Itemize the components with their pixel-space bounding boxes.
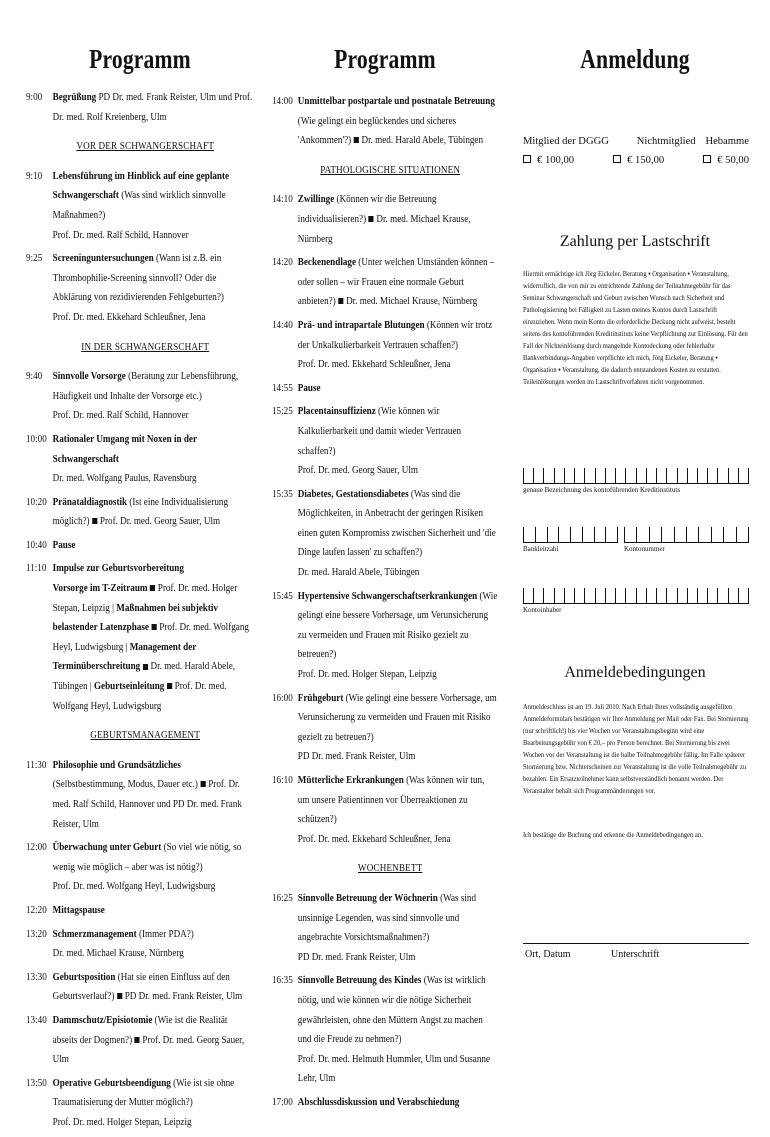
item-heading: Schmerzmanagement	[52, 928, 137, 940]
item-speaker: Dr. med. Michael Krause, Nürnberg	[52, 948, 184, 960]
section-title-conditions: Anmeldebedingungen	[564, 664, 706, 681]
bullet-square-icon	[117, 993, 122, 999]
char-box[interactable]	[605, 468, 615, 484]
section-heading: VOR DER SCHWANGERSCHAFT	[76, 141, 214, 153]
char-box[interactable]	[711, 527, 723, 543]
item-speaker: Prof. Dr. med. Ralf Schild, Hannover	[52, 229, 189, 241]
program-item	[26, 367, 254, 426]
item-time: 14:55	[272, 382, 293, 394]
item-time: 11:10	[26, 563, 47, 575]
item-speaker: Prof. Dr. med. Ekkehard Schleußner, Jena	[297, 359, 451, 371]
bank-boxes[interactable]	[523, 468, 749, 484]
fee-label: Nichtmitglied	[636, 136, 696, 147]
item-heading: Hypertensive Schwangerschaftserkrankungen	[297, 590, 478, 602]
item-text	[53, 536, 254, 556]
field-caption: Kontoinhaber	[523, 606, 562, 614]
item-text	[53, 559, 254, 716]
char-box[interactable]	[738, 468, 749, 484]
program-item	[272, 253, 498, 312]
item-text	[53, 901, 254, 921]
item-heading: Pause	[297, 382, 321, 394]
char-box[interactable]	[554, 588, 564, 604]
bullet-square-icon	[369, 216, 374, 222]
item-heading: Unmittelbar postpartale und postnatale Betreuung	[297, 96, 495, 107]
item-speaker: Prof. Dr. med. Holger Stepan, Leipzig	[297, 669, 437, 681]
program-item	[26, 838, 254, 897]
item-heading: Geburtsposition	[52, 971, 116, 983]
lastschrift-text: Hiermit ermächtige ich Jörg Eickeler, Beratung ▪ Organisation ▪ Veranstaltung, widerruflich, die von mir zu entrichtende Zahlung der Teilnahmegebühr für das Seminar Schwangerschaft und Geburt zwischen Wunsch nach Sicherheit und Pathologisierung bei Fälligkeit zu Lasten meines Kontos durch Lastschrift einzuziehen. Wenn mein Konto die erforderliche Deckung nicht aufweist, besteht seitens des kontoführenden Kreditinstituts keine Verpflichtung zur Einlösung. Für den Fall der Nichteinlösung durch mangelnde Kontodeckung oder fehlerhafte Bankverbindungs-Angaben verpflichte ich mich, Jörg Eickeler, Beratung ▪ Organisation ▪ Veranstaltung, die dadurch entstandenen Kosten zu erstatten. Teileinlösungen werden im Lastschriftverfahren nicht vorgenommen.	[523, 269, 748, 386]
char-box[interactable]	[649, 527, 661, 543]
item-speaker: Prof. Dr. med. Ekkehard Schleußner, Jena	[297, 833, 451, 845]
char-box[interactable]	[558, 527, 570, 543]
char-box[interactable]	[570, 527, 582, 543]
item-time: 16:25	[272, 892, 293, 904]
char-box[interactable]	[615, 588, 625, 604]
item-text	[53, 1011, 254, 1070]
item-text	[298, 253, 498, 312]
item-text	[53, 968, 254, 1007]
char-box[interactable]	[535, 527, 547, 543]
bullet-square-icon	[135, 1037, 140, 1043]
char-box[interactable]	[636, 527, 648, 543]
item-time: 13:40	[26, 1014, 47, 1026]
item-time: 14:20	[272, 257, 293, 269]
item-time: 16:35	[272, 975, 293, 987]
item-heading: Placentainsuffizienz	[297, 406, 376, 418]
fee-option-nonmember[interactable]: € 150,00	[613, 155, 664, 166]
item-time: 11:30	[26, 759, 47, 771]
item-note: (Selbstbestimmung, Modus, Dauer etc.) Prof. Dr. med. Ralf Schild, Hannover und PD Dr. med. Frank Reister, Ulm	[52, 779, 242, 830]
signature-line[interactable]	[523, 943, 749, 944]
item-note: (So viel wie nötig, so wenig wie möglich – aber was ist nötig?)	[52, 842, 242, 873]
char-box[interactable]	[574, 588, 584, 604]
char-box[interactable]	[533, 588, 543, 604]
section-heading: IN DER SCHWANGERSCHAFT	[81, 341, 210, 353]
program-item	[26, 559, 254, 716]
item-heading: Beckenendlage	[297, 257, 357, 269]
item-speaker: Prof. Dr. med. Ekkehard Schleußner, Jena	[52, 311, 206, 323]
item-time: 14:00	[272, 96, 293, 107]
char-box[interactable]	[728, 588, 738, 604]
item-text	[298, 587, 498, 685]
item-text	[298, 889, 498, 967]
char-box[interactable]	[584, 468, 594, 484]
item-heading: Überwachung unter Geburt	[52, 842, 162, 854]
program-item	[272, 1093, 498, 1113]
item-text	[298, 190, 498, 249]
char-box[interactable]	[594, 527, 606, 543]
program-item	[26, 88, 254, 127]
item-text	[298, 379, 498, 399]
column-title: Anmeldung	[580, 44, 690, 74]
item-heading: Pränataldiagnostik	[52, 496, 128, 508]
item-speaker: PD Dr. med. Frank Reister, Ulm	[297, 751, 416, 763]
section-heading: PATHOLOGISCHE SITUATIONEN	[320, 164, 461, 176]
item-text	[53, 167, 254, 245]
item-speaker: Prof. Dr. med. Holger Stepan, Leipzig	[52, 1116, 192, 1128]
column-title: Programm	[89, 44, 191, 74]
program-item	[272, 379, 498, 399]
item-note: (Was ist wirklich nötig, und wie können wir die nötige Sicherheit gewährleisten, ohne den Müttern Angst zu machen und die Freude zu nehmen?)	[297, 975, 486, 1046]
program-list	[272, 92, 498, 1117]
item-time: 13:50	[26, 1077, 47, 1089]
signature-label: Unterschrift	[611, 949, 660, 960]
item-text	[298, 771, 498, 849]
item-time: 14:40	[272, 319, 293, 331]
char-box[interactable]	[523, 588, 533, 604]
program-item	[272, 92, 498, 151]
checkbox-icon[interactable]	[613, 155, 621, 163]
char-box[interactable]	[686, 527, 698, 543]
program-item	[26, 901, 254, 921]
char-box[interactable]	[677, 468, 687, 484]
blz-field[interactable]	[523, 527, 618, 553]
char-box[interactable]	[624, 527, 636, 543]
item-time: 10:40	[26, 539, 47, 551]
program-item	[26, 249, 254, 327]
checkbox-icon[interactable]	[703, 155, 711, 163]
holder-boxes[interactable]	[523, 588, 749, 604]
account-holder-field[interactable]	[523, 588, 749, 614]
item-text	[298, 92, 498, 151]
program-item	[272, 689, 498, 767]
item-speaker: Dr. med. Harald Abele, Tübingen	[297, 567, 420, 579]
blz-boxes[interactable]	[523, 527, 618, 543]
item-text	[53, 925, 254, 964]
field-caption: genaue Bezeichnung des kontoführenden Kreditinstituts	[523, 486, 681, 494]
item-time: 15:35	[272, 488, 293, 500]
char-box[interactable]	[523, 527, 535, 543]
program-item	[26, 536, 254, 556]
item-time: 16:10	[272, 775, 293, 786]
item-note: (Immer PDA?)	[138, 928, 194, 940]
item-heading: Abschlussdiskussion und Verabschiedung	[297, 1096, 460, 1108]
item-heading: Screeninguntersuchungen	[52, 253, 154, 265]
item-time: 15:25	[272, 406, 293, 418]
konto-boxes[interactable]	[624, 527, 749, 543]
item-time: 9:10	[26, 170, 43, 182]
item-heading: Mütterliche Erkrankungen	[297, 775, 404, 786]
char-box[interactable]	[656, 468, 666, 484]
char-box[interactable]	[574, 468, 584, 484]
item-text	[53, 367, 254, 426]
char-box[interactable]	[646, 468, 656, 484]
conditions-text: Anmeldeschluss ist am 19. Juli 2010. Nach Erhalt Ihres vollständig ausgefüllten Anmeldeformulars bestätigen wir Ihre Anmeldung per Mail oder Fax. Bei Stornierung (nur schriftlich!) bis vier Wochen vor Veranstaltungsbeginn wird eine Bearbeitungsgebühr von € 20,– pro Person berechnet. Bei Stornierung bis zwei Wochen vor der Veranstaltung ist die halbe Teilnahmegebühr fällig. Im Falle späterer Stornierung bzw. Nichterscheinen zur Veranstaltung ist die volle Teilnahmegebühr zu bezahlen. Ein Ersatzteilnehmer kann selbstverständlich benannt werden. Der Veranstalter behält sich Programmänderungen vor.	[523, 702, 749, 795]
column-title: Programm	[334, 44, 436, 74]
item-note: (Wie können wir Kalkulierbarkeit und damit wieder Vertrauen schaffen?)	[297, 406, 462, 457]
char-box[interactable]	[697, 468, 707, 484]
char-box[interactable]	[728, 468, 738, 484]
char-box[interactable]	[666, 588, 676, 604]
program-item	[26, 968, 254, 1007]
char-box[interactable]	[543, 468, 553, 484]
item-heading: Sinnvolle Vorsorge	[52, 371, 126, 383]
section-title-lastschrift: Zahlung per Lastschrift	[559, 233, 711, 250]
char-box[interactable]	[625, 468, 635, 484]
bullet-square-icon	[150, 585, 155, 591]
account-fields	[523, 527, 749, 553]
fee-option-member[interactable]: € 100,00	[523, 155, 574, 166]
program-item	[26, 493, 254, 532]
char-box[interactable]	[605, 588, 615, 604]
bank-name-field[interactable]	[523, 468, 749, 494]
program-item	[26, 925, 254, 964]
item-text	[298, 316, 498, 375]
bullet-square-icon	[200, 781, 205, 787]
item-text	[298, 485, 498, 583]
item-speaker: PD Dr. med. Frank Reister, Ulm	[297, 951, 416, 963]
item-note: (Wie gelingt eine bessere Vorhersage, um Verunsicherung zu vermeiden und Frauen mit Risiko gezielt zu betreuen?)	[297, 692, 497, 743]
program-item	[26, 430, 254, 489]
item-text	[53, 493, 254, 532]
char-box[interactable]	[533, 468, 543, 484]
fee-option-midwife[interactable]: € 50,00	[703, 155, 749, 166]
item-heading: Prä- und intrapartale Blutungen	[297, 319, 425, 331]
item-time: 12:00	[26, 842, 47, 854]
place-date-label: Ort, Datum	[525, 949, 571, 960]
char-box[interactable]	[646, 588, 656, 604]
char-box[interactable]	[677, 588, 687, 604]
char-box[interactable]	[605, 527, 618, 543]
item-text	[53, 430, 254, 489]
item-heading: Operative Geburtsbeendigung	[52, 1077, 171, 1089]
fee-label: Mitglied der DGGG	[523, 136, 609, 147]
item-note: (Können wir trotz der Unkalkulierbarkeit Vertrauen schaffen?)	[297, 319, 493, 351]
item-text	[53, 1074, 254, 1133]
program-item	[26, 1011, 254, 1070]
item-heading: Mittagspause	[52, 904, 105, 916]
item-note: PD Dr. med. Frank Reister, Ulm und Prof. Dr. med. Rolf Kreienberg, Ulm	[52, 92, 253, 123]
char-box[interactable]	[738, 588, 749, 604]
char-box[interactable]	[543, 588, 553, 604]
program-item	[272, 190, 498, 249]
char-box[interactable]	[687, 588, 697, 604]
bullet-square-icon	[143, 664, 148, 670]
bullet-square-icon	[92, 518, 97, 524]
char-box[interactable]	[697, 588, 707, 604]
char-box[interactable]	[723, 527, 735, 543]
item-speaker: Dr. med. Wolfgang Paulus, Ravensburg	[52, 473, 197, 485]
item-note: (Beratung zur Lebensführung, Häufigkeit und Inhalte der Vorsorge etc.)	[52, 371, 239, 402]
section-heading: GEBURTSMANAGEMENT	[90, 730, 201, 742]
fee-label: Hebamme	[705, 136, 749, 147]
item-impulses: Vorsorge im T-Zeitraum Prof. Dr. med. Holger Stepan, Leipzig | Maßnahmen bei subjektiv belastender Latenzphase Prof. Dr. med. Wolfgang Heyl, Ludwigsburg | Management der Terminüberschreitung Dr. med. Harald Abele, Tübingen | Geburtseinleitung Prof. Dr. med. Wolfgang Heyl, Ludwigsburg	[52, 583, 249, 712]
item-heading: Sinnvolle Betreuung der Wöchnerin	[297, 892, 438, 904]
char-box[interactable]	[636, 588, 646, 604]
program-item	[272, 402, 498, 480]
item-time: 10:20	[26, 496, 47, 508]
item-heading: Dammschutz/Episiotomie	[52, 1014, 153, 1026]
char-box[interactable]	[584, 588, 594, 604]
char-box[interactable]	[564, 588, 574, 604]
char-box[interactable]	[698, 527, 710, 543]
char-box[interactable]	[674, 527, 686, 543]
item-time: 9:40	[26, 371, 43, 383]
item-heading: Pause	[52, 539, 76, 551]
char-box[interactable]	[615, 468, 625, 484]
item-text	[53, 756, 254, 834]
item-text	[298, 689, 498, 767]
item-note: (Wie ist die Realität abseits der Dogmen?) Prof. Dr. med. Georg Sauer, Ulm	[52, 1014, 245, 1066]
field-caption: Kontonummer	[624, 545, 665, 553]
program-item	[272, 587, 498, 685]
field-caption: Bankleitzahl	[523, 545, 559, 553]
item-note: (Können wir die Betreuung individualisieren?) Dr. med. Michael Krause, Nürnberg	[297, 194, 471, 245]
confirm-text: Ich bestätige die Buchung und erkenne die Anmeldebedingungen an.	[523, 830, 703, 839]
item-note: (Ist eine Individualisierung möglich?)	[52, 496, 229, 528]
char-box[interactable]	[564, 468, 574, 484]
item-note: (Was sind wirklich sinnvolle Maßnahmen?)	[52, 190, 226, 221]
program-item	[272, 971, 498, 1089]
item-heading: Sinnvolle Betreuung des Kindes	[297, 975, 422, 987]
item-speaker: Prof. Dr. med. Georg Sauer, Ulm	[297, 465, 418, 477]
item-note: (Was sind unsinnige Legenden, was sind sinnvolle und angebrachte Vorsichtsmaßnahmen?)	[297, 892, 477, 944]
char-box[interactable]	[547, 527, 559, 543]
item-heading: Diabetes, Gestationsdiabetes	[297, 488, 409, 500]
char-box[interactable]	[582, 527, 594, 543]
item-time: 13:20	[26, 928, 47, 940]
checkbox-icon[interactable]	[523, 155, 531, 163]
item-note: (Was sind die Möglichkeiten, in Anbetracht der geringen Risiken einen guten Kompromiss zwischen Sicherheit und 'die Dinge laufen lassen' zu schaffen?)	[297, 488, 496, 559]
bullet-square-icon	[338, 298, 343, 304]
item-note: (Hat sie einen Einfluss auf den Geburtsverlauf?) PD Dr. med. Frank Reister, Ulm	[52, 971, 243, 1003]
char-box[interactable]	[661, 527, 673, 543]
char-box[interactable]	[656, 588, 666, 604]
item-speaker: Prof. Dr. med. Helmuth Hummler, Ulm und Susanne Lehr, Ulm	[297, 1053, 491, 1085]
bullet-square-icon	[354, 137, 359, 143]
item-text	[53, 838, 254, 897]
item-time: 13:30	[26, 971, 47, 983]
item-note: (Wie gelingt eine bessere Vorhersage, um Verunsicherung zu vermeiden und Frauen mit Risiko gezielt zu betreuen?)	[297, 590, 498, 661]
program-item	[272, 889, 498, 967]
item-time: 12:20	[26, 904, 47, 916]
item-heading: Lebensführung im Hinblick auf eine geplante Schwangerschaft	[52, 170, 230, 202]
char-box[interactable]	[595, 588, 605, 604]
char-box[interactable]	[666, 468, 676, 484]
item-text	[53, 249, 254, 327]
bullet-square-icon	[167, 683, 172, 689]
program-item	[26, 756, 254, 834]
char-box[interactable]	[636, 468, 646, 484]
item-time: 9:00	[26, 92, 43, 103]
program-item	[26, 167, 254, 245]
item-time: 14:10	[272, 194, 293, 206]
fee-table	[523, 136, 749, 166]
char-box[interactable]	[625, 588, 635, 604]
item-text	[53, 88, 254, 127]
program-item	[26, 1074, 254, 1133]
konto-field[interactable]	[624, 527, 749, 553]
char-box[interactable]	[554, 468, 564, 484]
char-box[interactable]	[523, 468, 533, 484]
item-text	[298, 1093, 498, 1113]
item-heading: Philosophie und Grundsätzliches	[52, 759, 181, 771]
char-box[interactable]	[595, 468, 605, 484]
item-note: (Wie ist sie ohne Traumatisierung der Mutter möglich?)	[52, 1077, 235, 1109]
program-item	[272, 316, 498, 375]
item-speaker: Prof. Dr. med. Ralf Schild, Hannover	[52, 410, 189, 422]
item-heading: Impulse zur Geburtsvorbereitung	[52, 563, 184, 575]
item-note: (Unter welchen Umständen können – oder sollen – wir Frauen eine normale Geburt anbieten?) Dr. med. Michael Krause, Nürnberg	[297, 257, 495, 308]
program-item	[272, 771, 498, 849]
item-heading: Rationaler Umgang mit Noxen in der Schwangerschaft	[52, 433, 197, 465]
program-list	[26, 88, 254, 1137]
program-item	[272, 485, 498, 583]
item-time: 15:45	[272, 590, 293, 602]
item-text	[298, 971, 498, 1089]
char-box[interactable]	[687, 468, 697, 484]
item-heading: Zwillinge	[297, 194, 335, 206]
item-note: (Wann ist z.B. ein Thrombophilie-Screening sinnvoll? Oder die Abklärung von rezidivierenden Fehlgeburten?)	[52, 253, 224, 304]
item-time: 16:00	[272, 692, 293, 704]
section-heading: WOCHENBETT	[357, 863, 423, 875]
char-box[interactable]	[736, 527, 749, 543]
bullet-square-icon	[152, 624, 157, 630]
char-box[interactable]	[707, 468, 717, 484]
item-time: 9:25	[26, 253, 43, 265]
item-speaker: Prof. Dr. med. Wolfgang Heyl, Ludwigsburg	[52, 881, 216, 893]
item-note: (Wie gelingt ein beglückendes und sicheres 'Ankommen'?) Dr. med. Harald Abele, Tübingen	[297, 115, 484, 147]
item-heading: Begrüßung	[52, 92, 97, 103]
char-box[interactable]	[717, 588, 727, 604]
item-time: 10:00	[26, 433, 47, 445]
item-text	[298, 402, 498, 480]
item-note: (Was können wir tun, um unsere Patientinnen vor Überreaktionen zu schützen?)	[297, 775, 485, 826]
item-heading: Frühgeburt	[297, 692, 344, 704]
char-box[interactable]	[707, 588, 717, 604]
item-time: 17:00	[272, 1096, 293, 1108]
item-speaker: Prof. Dr. med. Georg Sauer, Ulm	[99, 516, 221, 528]
char-box[interactable]	[717, 468, 727, 484]
